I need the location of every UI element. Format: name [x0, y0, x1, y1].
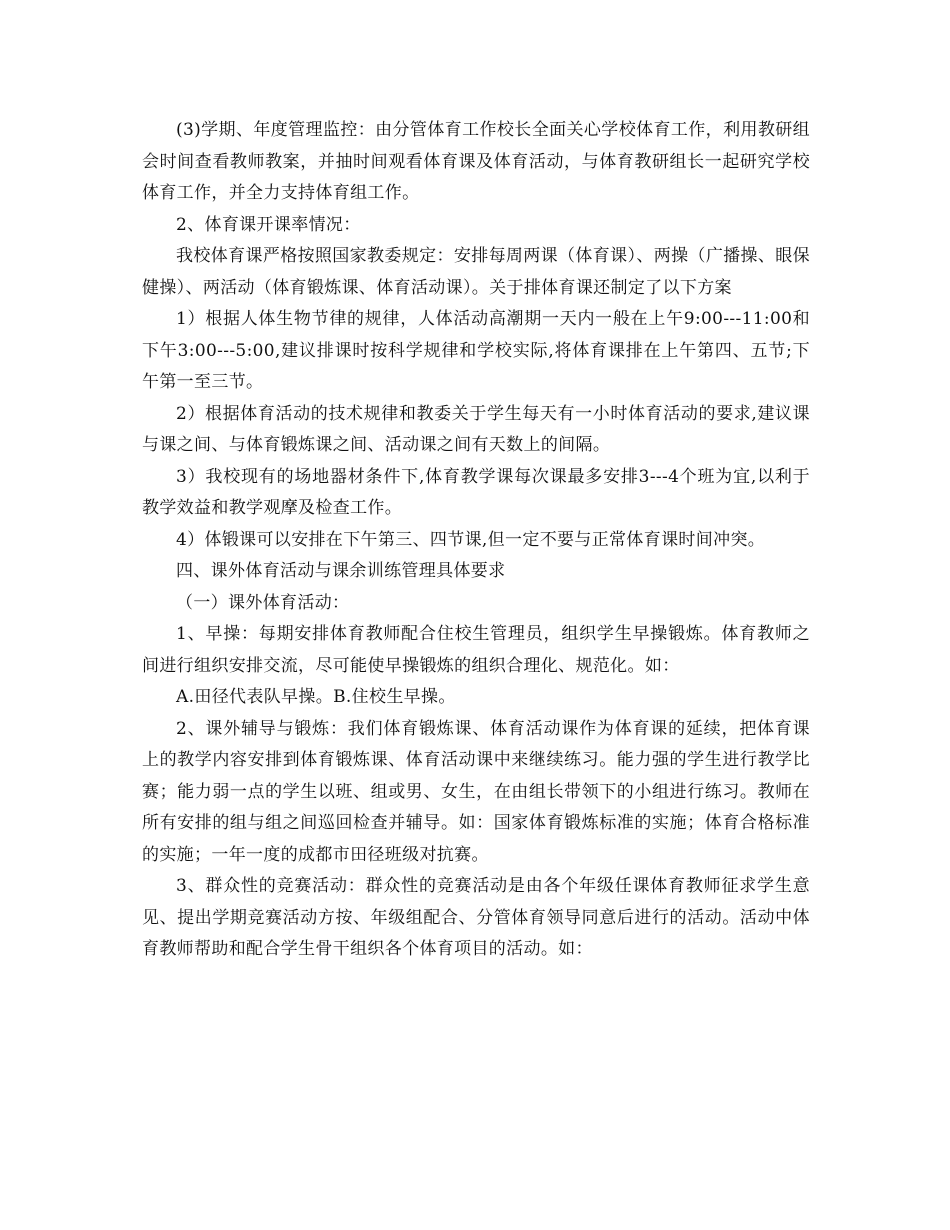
paragraph-monitoring: (3)学期、年度管理监控：由分管体育工作校长全面关心学校体育工作，利用教研组会时间查看教师教案，并抽时间观看体育课及体育活动，与体育教研组长一起研究学校体育工作，并全力支持体育组工作。	[142, 120, 810, 203]
paragraph-morning-exercise: 1、早操：每期安排体育教师配合住校生管理员，组织学生早操锻炼。体育教师之间进行组织安排交流，尽可能使早操锻炼的组织合理化、规范化。如：	[142, 624, 810, 676]
paragraph-plan-item-2: 2）根据体育活动的技术规律和教委关于学生每天有一小时体育活动的要求,建议课与课之间、与体育锻炼课之间、活动课之间有天数上的间隔。	[142, 403, 810, 455]
paragraph-mass-competitions: 3、群众性的竞赛活动：群众性的竞赛活动是由各个年级任课体育教师征求学生意见、提出学期竞赛活动方按、年级组配合、分管体育领导同意后进行的活动。活动中体育教师帮助和配合学生骨干组织各个体育项目的活动。如：	[142, 876, 810, 959]
paragraph-plan-item-1: 1）根据人体生物节律的规律，人体活动高潮期一天内一般在上午9:00---11:00和下午3:00---5:00,建议排课时按科学规律和学校实际,将体育课排在上午第四、五节;下午第一至三节。	[142, 309, 810, 392]
paragraph-morning-exercise-examples: A.田径代表队早操。B.住校生早操。	[176, 687, 456, 707]
paragraph-pe-class-rate-heading: 2、体育课开课率情况：	[176, 214, 361, 235]
paragraph-plan-item-3: 3）我校现有的场地器材条件下,体育教学课每次课最多安排3---4个班为宜,以利于教学效益和教学观摩及检查工作。	[142, 466, 810, 518]
document-body	[142, 115, 810, 966]
paragraph-pe-class-policy: 我校体育课严格按照国家教委规定：安排每周两课（体育课）、两操（广播操、眼保健操）、两活动（体育锻炼课、体育活动课）。关于排体育课还制定了以下方案	[142, 246, 810, 298]
section-heading-four: 四、课外体育活动与课余训练管理具体要求	[176, 561, 506, 581]
paragraph-plan-item-4: 4）体锻课可以安排在下午第三、四节课,但一定不要与正常体育课时间冲突。	[176, 529, 766, 550]
subsection-heading-one: （一）课外体育活动：	[176, 592, 350, 613]
paragraph-extracurricular-coaching: 2、课外辅导与锻炼：我们体育锻炼课、体育活动课作为体育课的延续，把体育课上的教学内容安排到体育锻炼课、体育活动课中来继续练习。能力强的学生进行教学比赛；能力弱一点的学生以班、组或男、女生，在由组长带领下的小组进行练习。教师在所有安排的组与组之间巡回检查并辅导。如：国家体育锻炼标准的实施；体育合格标准的实施；一年一度的成都市田径班级对抗赛。	[142, 718, 810, 865]
